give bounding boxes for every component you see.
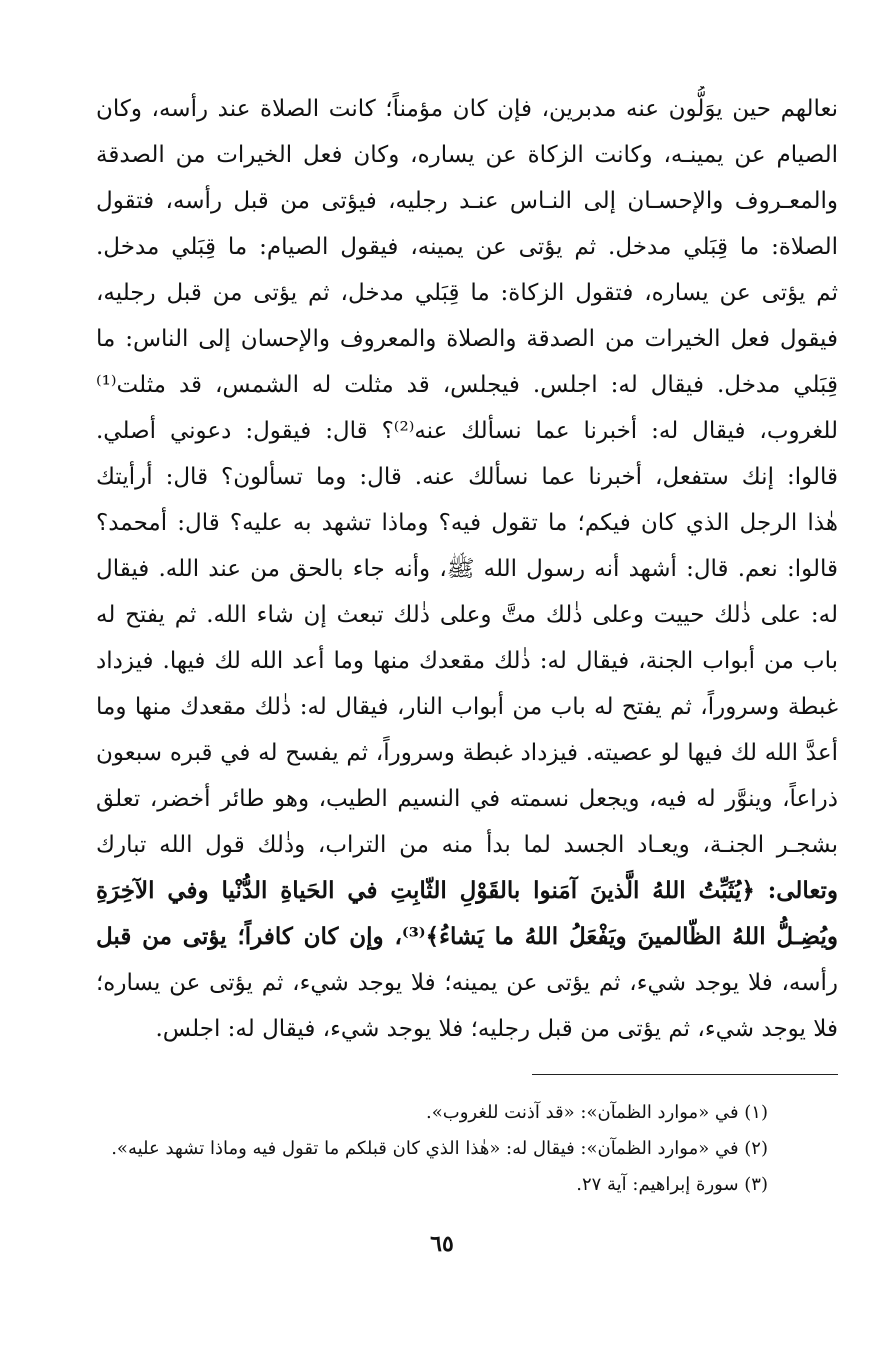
text-line: قالوا: إنك ستفعل، أخبرنا عما نسألك عنه. قال: وما تسألون؟ قال: أرأيتك <box>96 464 838 490</box>
text-line: ثم يؤتى عن يساره، فتقول الزكاة: ما قِبَلي مدخل، ثم يؤتى من قبل رجليه، <box>96 280 838 306</box>
text-line: بشجـر الجنـة، ويعـاد الجسد لما بدأ منه من التراب، وذٰلك قول الله تبارك <box>96 832 838 858</box>
text-line: له: على ذٰلك حييت وعلى ذٰلك متَّ وعلى ذٰلك تبعث إن شاء الله. ثم يفتح له <box>96 602 838 628</box>
page-number: ٦٥ <box>430 1231 454 1257</box>
text-line: فلا يوجد شيء، ثم يؤتى من قبل رجليه؛ فلا يوجد شيء، فيقال له: اجلس. <box>155 1016 838 1042</box>
text-line: والمعـروف والإحسـان إلى النـاس عنـد رجليه، فيؤتى من قبل رأسه، فتقول <box>96 188 838 214</box>
footnote: (٢) في «موارد الظمآن»: فيقال له: «هٰذا الذي كان قبلكم ما تقول فيه وماذا تشهد عليه». <box>111 1138 768 1159</box>
text-line: رأسه، فلا يوجد شيء، ثم يؤتى عن يمينه؛ فلا يوجد شيء، ثم يؤتى عن يساره؛ <box>96 970 838 996</box>
footnote-divider <box>532 1074 838 1075</box>
main-text <box>96 86 838 1052</box>
text-line: قالوا: نعم. قال: أشهد أنه رسول الله ﷺ، وأنه جاء بالحق من عند الله. فيقال <box>96 556 838 582</box>
footnote: (١) في «موارد الظمآن»: «قد آذنت للغروب». <box>426 1102 768 1123</box>
text-line: نعالهم حين يوَلُّون عنه مدبرين، فإن كان مؤمناً؛ كانت الصلاة عند رأسه، وكان <box>96 96 838 122</box>
text-line: فيقول فعل الخيرات من الصدقة والصلاة والمعروف والإحسان إلى الناس: ما <box>96 326 838 352</box>
text-line: قِبَلي مدخل. فيقال له: اجلس. فيجلس، قد مثلت له الشمس، قد مثلت⁽¹⁾ <box>96 372 838 398</box>
text-line: أعدَّ الله لك فيها لو عصيته. فيزداد غبطة وسروراً، ثم يفسح له في قبره سبعون <box>96 740 838 766</box>
text-line: الصيام عن يمينـه، وكانت الزكاة عن يساره، وكان فعل الخيرات من الصدقة <box>96 142 838 168</box>
footnote: (٣) سورة إبراهيم: آية ٢٧. <box>576 1174 768 1195</box>
quran-verse-line: وتعالى: ﴿يُثَبِّتُ اللهُ الَّذينَ آمَنوا بالقَوْلِ الثّابِتِ في الحَياةِ الدُّنْيا وفي الآخِرَةِ <box>96 877 838 904</box>
footnotes <box>96 1095 768 1203</box>
text-line: الصلاة: ما قِبَلي مدخل. ثم يؤتى عن يمينه، فيقول الصيام: ما قِبَلي مدخل. <box>96 234 838 260</box>
text-line: للغروب، فيقال له: أخبرنا عما نسألك عنه⁽²⁾؟ قال: فيقول: دعوني أصلي. <box>96 418 838 444</box>
text-line: باب من أبواب الجنة، فيقال له: ذٰلك مقعدك منها وما أعد الله لك فيها. فيزداد <box>96 648 838 674</box>
text-line: ذراعاً، وينوَّر له فيه، ويجعل نسمته في النسيم الطيب، وهو طائر أخضر، تعلق <box>96 786 838 812</box>
text-line: هٰذا الرجل الذي كان فيكم؛ ما تقول فيه؟ وماذا تشهد به عليه؟ قال: أمحمد؟ <box>96 510 838 536</box>
text-line: غبطة وسروراً، ثم يفتح له باب من أبواب النار، فيقال له: ذٰلك مقعدك منها وما <box>96 694 838 720</box>
quran-verse-line: ويُضِـلُّ اللهُ الظّالمينَ ويَفْعَلُ اللهُ ما يَشاءُ﴾⁽³⁾، وإن كان كافراً؛ يؤتى من قبل <box>96 923 838 950</box>
